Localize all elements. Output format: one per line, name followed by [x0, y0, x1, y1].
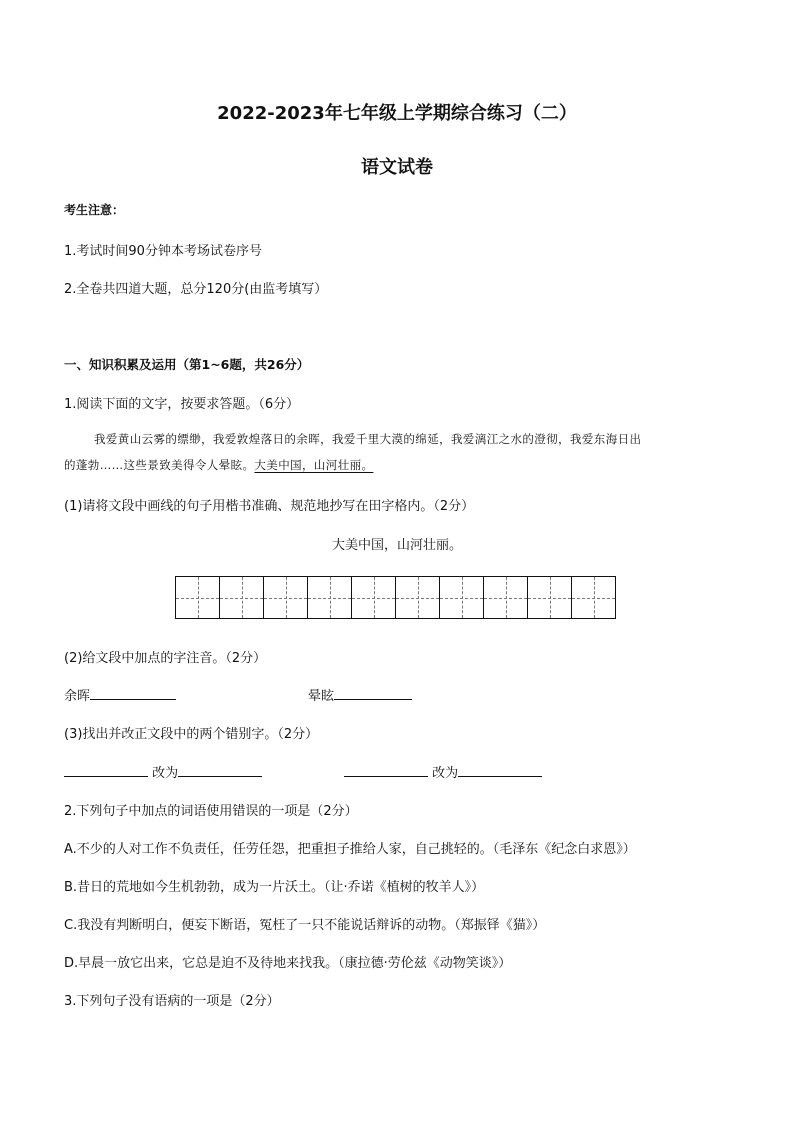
wrong-char-blank-2[interactable] [344, 762, 428, 777]
tianzige-grid[interactable] [175, 576, 616, 619]
pinyin-row-b [308, 685, 412, 704]
question-1-prompt: 1.阅读下面的文字，按要求答题。（6分） [64, 397, 300, 412]
underlined-sentence: 大美中国，山河壮丽。 [254, 458, 374, 472]
grid-cell[interactable] [572, 577, 615, 618]
pinyin-blank-b[interactable] [334, 685, 412, 700]
grid-cell[interactable] [484, 577, 528, 618]
grid-cell[interactable] [176, 577, 220, 618]
sub-question-1: (1)请将文段中画线的句子用楷书准确、规范地抄写在田字格内。（2分） [64, 499, 475, 514]
option-d[interactable]: D.早晨一放它出来，它总是迫不及待地来找我。（康拉德·劳伦兹《动物笑谈》） [64, 956, 512, 971]
option-b[interactable]: B.昔日的荒地如今生机勃勃，成为一片沃土。（让·乔诺《植树的牧羊人》） [64, 880, 485, 895]
option-a[interactable]: A.不少的人对工作不负责任，任劳任怨，把重担子推给人家，自己挑轻的。（毛泽东《纪念白求恩》） [64, 842, 636, 857]
exam-title: 2022-2023年七年级上学期综合练习（二） [217, 103, 577, 124]
change-to-label-1: 改为 [152, 766, 179, 781]
sub-question-2: (2)给文段中加点的字注音。（2分） [64, 651, 267, 666]
passage-line-2 [64, 457, 373, 473]
notice-item-2: 2.全卷共四道大题，总分120分(由监考填写） [64, 282, 328, 297]
grid-cell[interactable] [220, 577, 264, 618]
question-2-prompt: 2.下列句子中加点的词语使用错误的一项是（2分） [64, 804, 358, 819]
grid-cell[interactable] [308, 577, 352, 618]
pinyin-blank-a[interactable] [90, 685, 176, 700]
grid-cell[interactable] [264, 577, 308, 618]
grid-cell[interactable] [352, 577, 396, 618]
wrong-char-blank-1[interactable] [64, 762, 148, 777]
word-a: 余晖 [64, 689, 91, 704]
correct-char-blank-1[interactable] [178, 762, 262, 777]
grid-cell[interactable] [528, 577, 572, 618]
correction-row-2 [344, 762, 542, 781]
option-c[interactable]: C.我没有判断明白，便妄下断语，冤枉了一只不能说话辩诉的动物。（郑振铎《猫》） [64, 918, 546, 933]
grid-cell[interactable] [396, 577, 440, 618]
question-3-prompt: 3.下列句子没有语病的一项是（2分） [64, 994, 280, 1009]
word-b: 晕眩 [308, 689, 335, 704]
pinyin-row [64, 685, 176, 704]
change-to-label-2: 改为 [432, 766, 459, 781]
passage-line-2-text: 的蓬勃……这些景致美得令人晕眩。 [64, 458, 255, 472]
correct-char-blank-2[interactable] [458, 762, 542, 777]
section-heading: 一、知识积累及运用（第1~6题，共26分） [64, 357, 310, 372]
notice-heading: 考生注意： [64, 203, 125, 217]
sub-question-3: (3)找出并改正文段中的两个错别字。（2分） [64, 727, 319, 742]
copy-sentence: 大美中国，山河壮丽。 [331, 538, 462, 553]
grid-cell[interactable] [440, 577, 484, 618]
passage-line-1: 我爱黄山云雾的缥缈，我爱敦煌落日的余晖，我爱千里大漠的绵延，我爱漓江之水的澄彻，我爱东海日出 [94, 432, 642, 446]
exam-subtitle: 语文试卷 [361, 157, 433, 178]
correction-row-1 [64, 762, 262, 781]
notice-item-1: 1.考试时间90分钟本考场试卷序号 [64, 244, 262, 259]
